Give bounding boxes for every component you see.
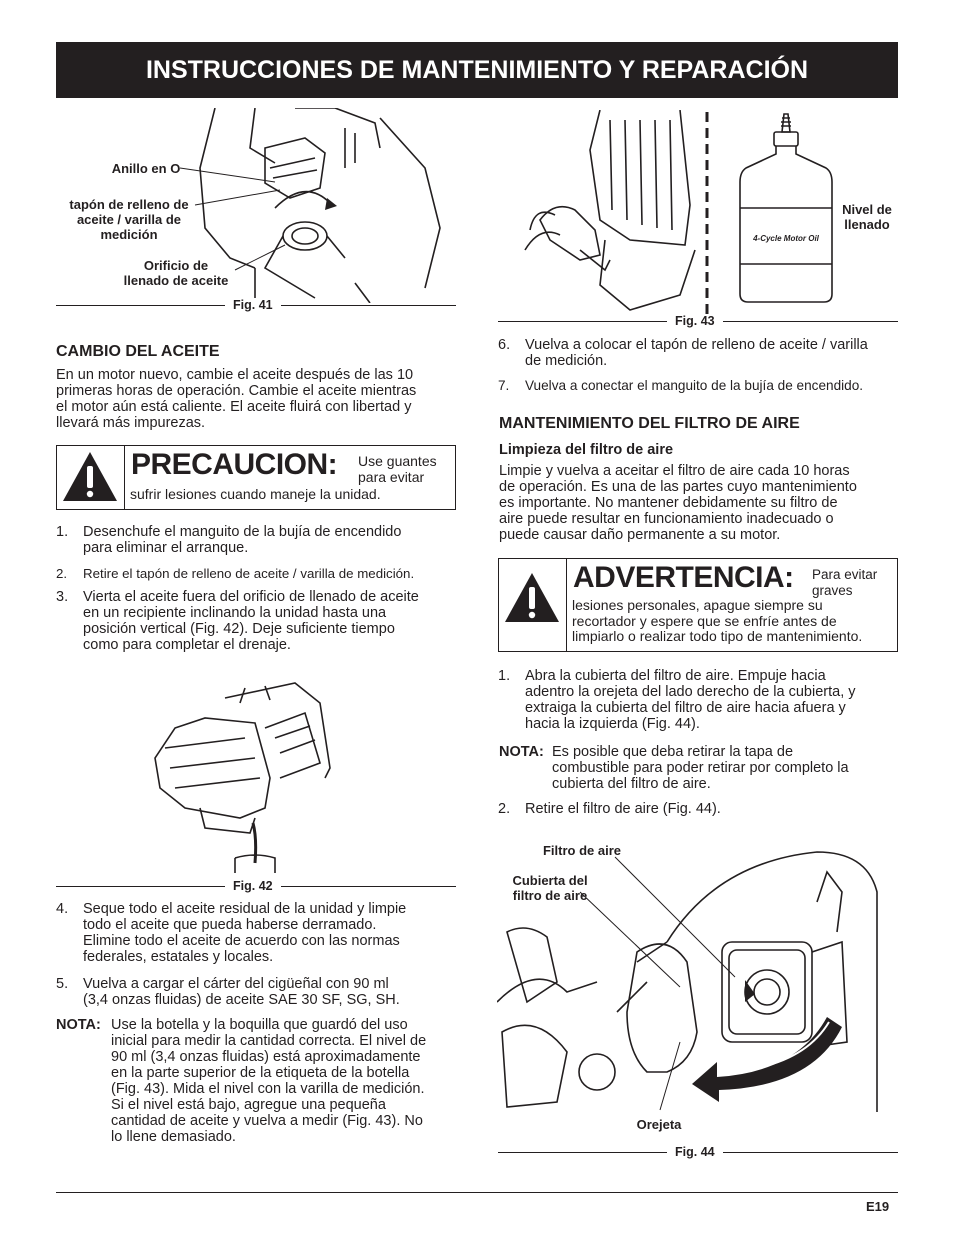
step-3: 3. Vierta el aceite fuera del orificio de llenado de aceite en un recipiente inclinando la unidad hasta una posición vertical (Fig. 42). Deje suficiente tiempo como para completar el drenaje. — [56, 589, 419, 653]
fig41-caption: Fig. 41 — [225, 298, 281, 312]
footer-rule — [56, 1192, 898, 1193]
caution-text-top: Use guantes para evitar — [358, 453, 437, 485]
air-step-1: 1. Abra la cubierta del filtro de aire. Empuje hacia adentro la orejeta del lado derecho de la cubierta, y extraiga la cubierta del filtro de aire hacia afuera y hacia la izquierda (Fig. 44). — [498, 668, 856, 732]
air-note-label: NOTA: — [499, 744, 544, 760]
fig43-dashed-divider — [704, 112, 710, 317]
step-6: 6. Vuelva a colocar el tapón de relleno de aceite / varilla de medición. — [498, 337, 868, 369]
fig43-label-fill-level: Nivel de llenado — [842, 202, 892, 232]
fig43-illustration — [520, 110, 720, 315]
fig42-illustration — [145, 668, 335, 873]
bottle-label: 4-Cycle Motor Oil — [753, 234, 819, 243]
caution-box — [56, 445, 456, 510]
page-title: INSTRUCCIONES DE MANTENIMIENTO Y REPARACIÓN — [145, 55, 809, 84]
step-2: 2. Retire el tapón de relleno de aceite / varilla de medición. — [56, 566, 415, 581]
air-filter-title: MANTENIMIENTO DEL FILTRO DE AIRE — [499, 415, 800, 432]
warning-text-top: Para evitar graves — [812, 567, 878, 598]
air-step-2: 2. Retire el filtro de aire (Fig. 44). — [498, 801, 721, 817]
oil-note-label: NOTA: — [56, 1017, 101, 1033]
warning-triangle-icon — [499, 559, 567, 651]
air-filter-intro: Limpie y vuelva a aceitar el filtro de aire cada 10 horas de operación. Es una de las partes cuyo mantenimiento es importante. No mantener debidamente su filtro de aire puede resultar en funcionamiento inadecuado o puede causar daño permanente a su motor. — [499, 463, 857, 543]
step-4: 4. Seque todo el aceite residual de la unidad y limpie todo el aceite que pueda haberse derramado. Elimine todo el aceite de acuerdo con las normas federales, estatales y locales. — [56, 901, 407, 965]
fig41-label-port: Orificio de llenado de aceite — [123, 258, 229, 288]
fig41-label-cap: tapón de relleno de aceite / varilla de medición — [69, 197, 189, 242]
step-1: 1. Desenchufe el manguito de la bujía de encendido para eliminar el arranque. — [56, 524, 402, 556]
air-filter-note: NOTA: Es posible que deba retirar la tapa de combustible para poder retirar por completo la cubierta del filtro de aire. — [499, 744, 849, 792]
warning-triangle-icon — [57, 446, 125, 509]
oil-change-title: CAMBIO DEL ACEITE — [56, 343, 220, 360]
warning-box — [498, 558, 898, 652]
warning-word: ADVERTENCIA: — [573, 561, 794, 594]
page-number: E19 — [866, 1199, 890, 1214]
fig41-label-oring: Anillo en O — [111, 161, 181, 176]
warning-text-bottom: lesiones personales, apague siempre su recortador y espere que se enfríe antes de limpiarlo o realizar todo tipo de mantenimiento. — [572, 597, 863, 644]
oil-bottle-icon — [736, 112, 836, 307]
fig44-caption: Fig. 44 — [667, 1145, 723, 1159]
oil-note: NOTA: Use la botella y la boquilla que guardó del uso inicial para medir la cantidad correcta. El nivel de 90 ml (3,4 onzas fluidas) está aproximadamente en la parte superior de la etiqueta de la botella (Fig. 43). Mida el nivel con la varilla de medición. Si el nivel está bajo, agregue una pequeña cantidad de aceite y vuelva a medir (Fig. 43). No lo llene demasiado. — [56, 1017, 427, 1145]
caution-text-bottom: sufrir lesiones cuando maneje la unidad. — [130, 486, 381, 502]
oil-change-intro: En un motor nuevo, cambie el aceite después de las 10 primeras horas de operación. Cambie el aceite mientras el motor aún está caliente. El aceite fluirá con libertad y llevará más impurezas. — [56, 367, 417, 431]
fig44-label-cover: Cubierta del filtro de aire — [512, 873, 588, 903]
caution-word: PRECAUCION: — [131, 448, 338, 481]
fig44-label-tab: Orejeta — [636, 1117, 682, 1132]
fig43-caption: Fig. 43 — [667, 314, 723, 328]
air-filter-subtitle: Limpieza del filtro de aire — [499, 442, 674, 458]
step-5: 5. Vuelva a cargar el cárter del cigüeñal con 90 ml (3,4 onzas fluidas) de aceite SAE 30 SF, SG, SH. — [56, 976, 400, 1008]
page-header — [56, 42, 898, 98]
fig44-label-filter: Filtro de aire — [542, 843, 622, 858]
fig42-caption: Fig. 42 — [225, 879, 281, 893]
step-7: 7. Vuelva a conectar el manguito de la bujía de encendido. — [498, 378, 864, 393]
